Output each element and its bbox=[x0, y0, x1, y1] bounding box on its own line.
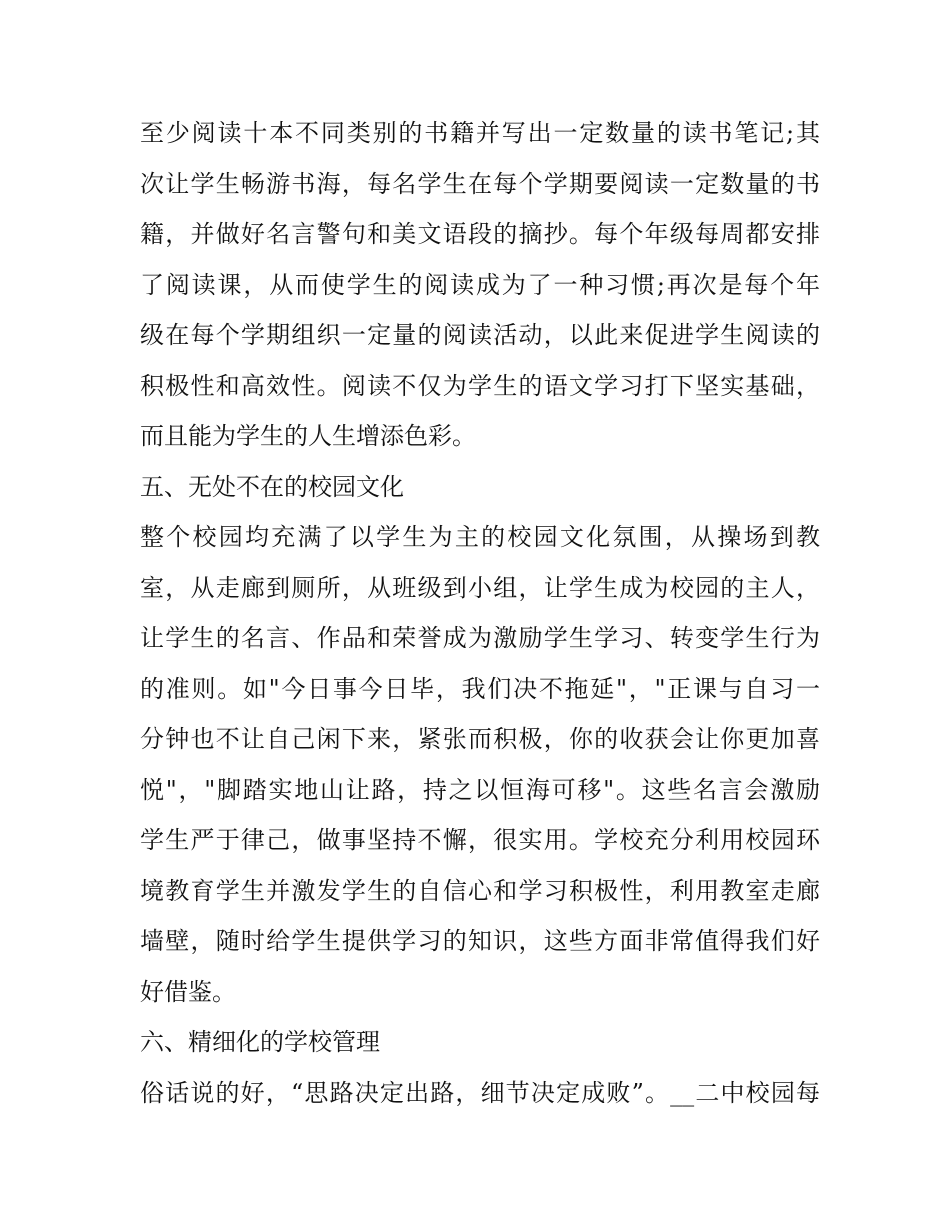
text-line-3: 籍，并做好名言警句和美文语段的摘抄。每个年级每周都安排 bbox=[140, 220, 820, 248]
text-line-4: 了阅读课，从而使学生的阅读成为了一种习惯;再次是每个年 bbox=[140, 270, 820, 299]
section-heading-6: 六、精细化的学校管理 bbox=[140, 1028, 380, 1056]
text-line-17: 墙壁，随时给学生提供学习的知识，这些方面非常值得我们好 bbox=[140, 927, 820, 955]
text-line-16: 境教育学生并激发学生的自信心和学习积极性，利用教室走廊 bbox=[140, 876, 820, 905]
text-line-10: 室，从走廊到厕所，从班级到小组，让学生成为校园的主人， bbox=[140, 573, 820, 602]
text-line-12: 的准则。如"今日事今日毕，我们决不拖延"，"正课与自习一 bbox=[140, 674, 820, 703]
text-line-14: 悦"，"脚踏实地山让路，持之以恒海可移"。这些名言会激励 bbox=[140, 775, 820, 804]
text-line-1: 至少阅读十本不同类别的书籍并写出一定数量的读书笔记;其 bbox=[140, 119, 820, 147]
text-line-2: 次让学生畅游书海，每名学生在每个学期要阅读一定数量的书 bbox=[140, 169, 820, 198]
text-line-9: 整个校园均充满了以学生为主的校园文化氛围，从操场到教 bbox=[140, 523, 820, 551]
text-line-11: 让学生的名言、作品和荣誉成为激励学生学习、转变学生行为 bbox=[140, 624, 820, 652]
text-line-15: 学生严于律己，做事坚持不懈，很实用。学校充分利用校园环 bbox=[140, 826, 820, 854]
text-line-5: 级在每个学期组织一定量的阅读活动，以此来促进学生阅读的 bbox=[140, 321, 820, 349]
text-line-13: 分钟也不让自己闲下来，紧张而积极，你的收获会让你更加喜 bbox=[140, 725, 820, 753]
text-line-7: 而且能为学生的人生增添色彩。 bbox=[140, 422, 476, 450]
text-line-6: 积极性和高效性。阅读不仅为学生的语文学习打下坚实基础， bbox=[140, 371, 820, 400]
document-page bbox=[140, 108, 820, 1118]
text-line-18: 好借鉴。 bbox=[140, 977, 236, 1006]
section-heading-5: 五、无处不在的校园文化 bbox=[140, 472, 404, 501]
text-line-20: 俗话说的好，“思路决定出路，细节决定成败”。__二中校园每 bbox=[140, 1078, 820, 1107]
